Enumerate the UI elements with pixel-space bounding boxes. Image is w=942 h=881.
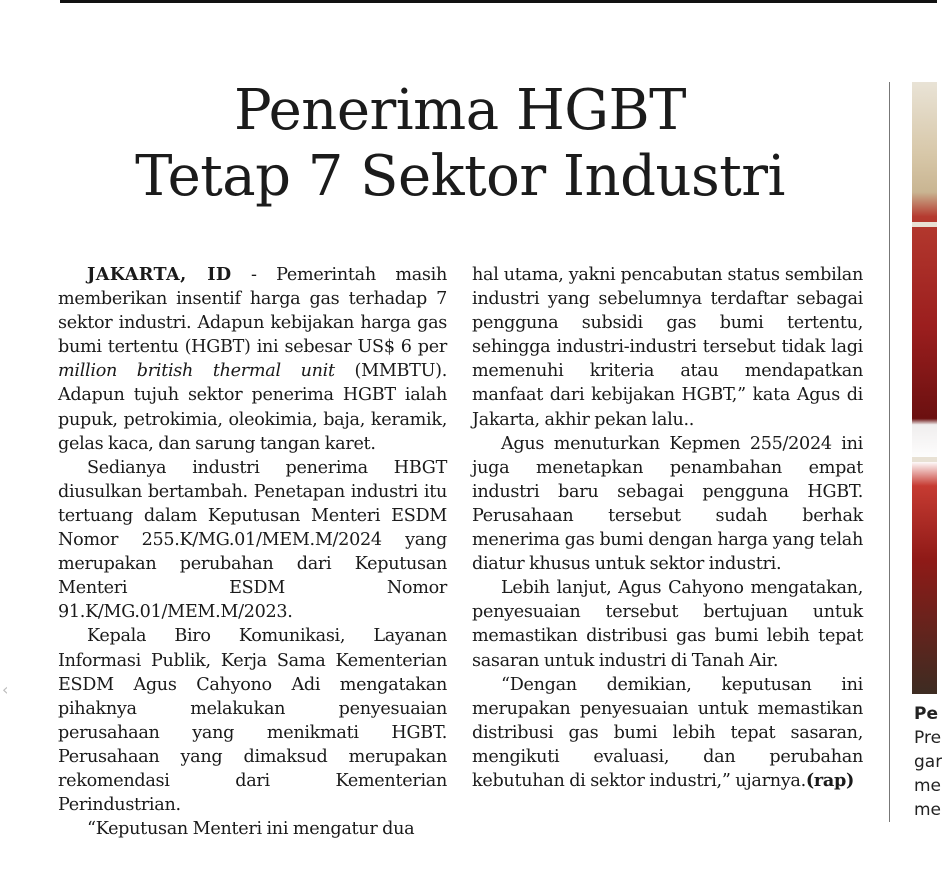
headline-line-1: Penerima HGBT [233,78,687,143]
caption-line-3: me [914,776,942,796]
paragraph-5: Agus menuturkan Kepmen 255/2024 ini juga menetapkan penambahan empat industri baru sebagai pengguna HGBT. Perusahaan tersebut sudah berhak menerima gas bumi dengan harga yang telah diatur khusus untuk sektor industri. [472,433,863,575]
caption-title: Pe [914,704,938,724]
article-left-column [58,263,447,841]
paragraph-6: Lebih lanjut, Agus Cahyono mengatakan, penyesuaian tersebut bertujuan untuk memastikan distribusi gas bumi lebih tepat sasaran untuk industri di Tanah Air. [472,578,863,671]
paragraph-4-continued: hal utama, yakni pencabutan status sembilan industri yang sebelumnya terdaftar sebagai pengguna subsidi gas bumi tertentu, sehingga industri-industri tersebut tidak lagi memenuhi kriteria atau mendapatkan manfaat dari kebijakan HGBT,” kata Agus di Jakarta, akhir pekan lalu.. [472,265,863,430]
photo-band [912,457,937,462]
paragraph-7 [472,673,863,793]
caption-line-2: gar [914,752,942,772]
headline-line-2: Tetap 7 Sektor Industri [135,144,785,209]
article-right-column [472,263,863,793]
chevron-left-icon[interactable]: ‹ [2,680,9,699]
headline [60,78,860,210]
paragraph-4: “Keputusan Menteri ini mengatur dua [87,819,415,840]
paragraph-2: Sedianya industri penerima HBGT diusulkan bertambah. Penetapan industri itu tertuang dalam Keputusan Menteri ESDM Nomor 255.K/MG.01/MEM.M/2024 yang merupakan perubahan dari Keputusan Menteri ESDM Nomor 91.K/MG.01/MEM.M/2023. [58,457,447,623]
paragraph-3: Kepala Biro Komunikasi, Layanan Informasi Publik, Kerja Sama Kementerian ESDM Agus Cahyono Adi mengatakan pihaknya melakukan penyesuaian perusahaan yang menikmati HGBT. Perusahaan yang dimaksud merupakan rekomendasi dari Kementerian Perindustrian. [58,626,447,816]
paragraph-1-italic: million british thermal unit [58,361,335,382]
top-rule [60,0,937,3]
paragraph-1-text-b: (MMBTU). Adapun tujuh sektor penerima HGBT ialah pupuk, petrokimia, oleokimia, baja, keramik, gelas kaca, dan sarung tangan karet. [58,361,447,454]
paragraph-7-text: “Dengan demikian, keputusan ini merupakan penyesuaian untuk memastikan distribusi gas bumi lebih tepat sasaran, mengikuti evaluasi, dan perubahan kebutuhan di sektor industri,” ujarnya. [472,674,863,791]
paragraph-1-text-a: - Pemerintah masih memberikan insentif harga gas terhadap 7 sektor industri. Adapun kebijakan harga gas bumi tertentu (HGBT) ini sebesar US$ 6 per [58,265,447,358]
caption-line-4: me [914,800,942,820]
dateline: JAKARTA, ID [87,264,232,285]
byline: (rap) [805,769,854,791]
caption-line-1: Pre [914,728,942,748]
photo-caption [914,702,942,822]
news-photo [912,82,937,694]
paragraph-1 [58,263,447,456]
photo-band [912,222,937,227]
column-divider [889,82,890,822]
